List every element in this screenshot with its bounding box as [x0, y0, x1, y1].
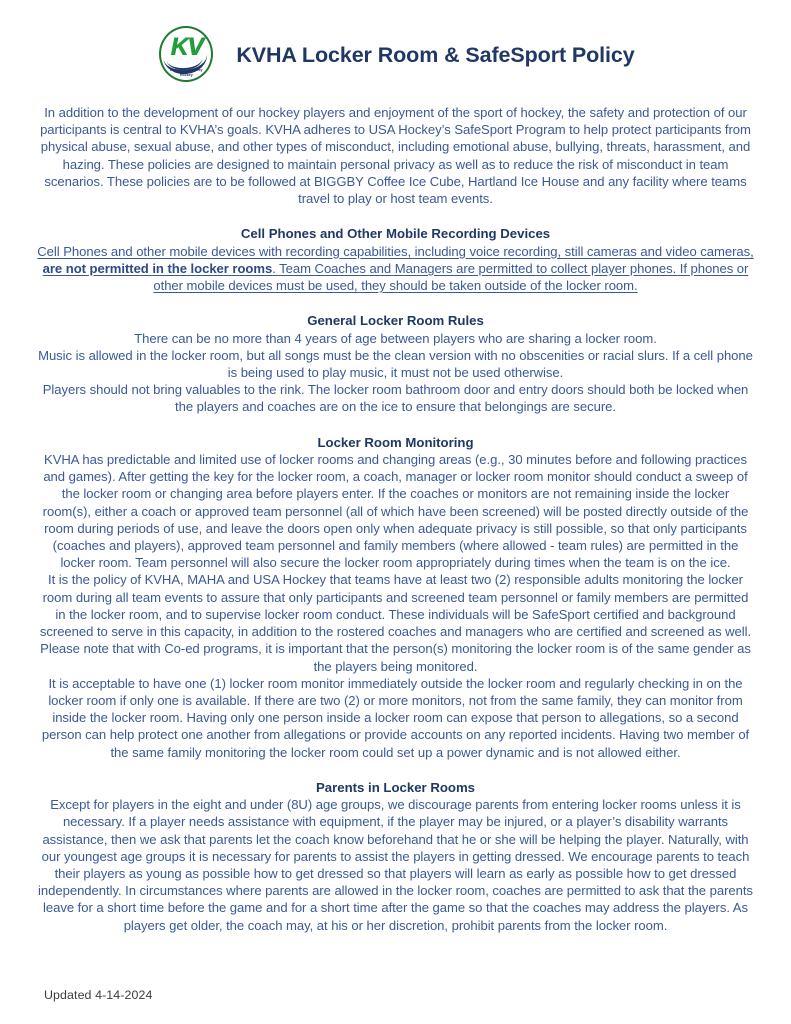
logo-monogram: KV [170, 33, 203, 61]
logo-org-line2: Hockey [179, 73, 193, 77]
spacer [36, 88, 755, 104]
section-paragraph-general-rules-3: Players should not bring valuables to the rink. The locker room bathroom door and entry doors should both be locked when the players and coaches are on the ice to ensure that belongings are secure. [42, 382, 749, 415]
spacer [36, 207, 755, 225]
spacer [36, 294, 755, 312]
intro-paragraph: In addition to the development of our hockey players and enjoyment of the sport of hockey, the safety and protection of our participants is central to KVHA’s goals. KVHA adheres to USA Hockey’s SafeSport Program to help protect participants from physical abuse, sexual abuse, and other types of misconduct, including emotional abuse, bullying, threats, harassment, and hazing. These policies are designed to maintain personal privacy as well as to reduce the risk of misconduct in team scenarios. These policies are to be followed at BIGGBY Coffee Ice Cube, Hartland Ice House and any facility where teams travel to play or host team events. [40, 105, 751, 207]
section-heading-cell-phones: Cell Phones and Other Mobile Recording Devices [240, 226, 551, 242]
section-paragraph-monitoring-3: It is acceptable to have one (1) locker room monitor immediately outside the locker room and regularly checking in on the locker room if only one is available. If there are two (2) or more monitors, not from the same family, they can monitor from inside the locker room. Having only one person inside a locker room can expose that person to allegations, so a second person can help protect one another from allegations or provide accounts on any reported incidents. Having two member of the same family monitoring the locker room could set up a power dynamic and is not allowed either. [41, 675, 750, 760]
section-heading-monitoring: Locker Room Monitoring [317, 434, 474, 450]
kvha-logo-icon [156, 26, 218, 84]
section-paragraph-parents-1: Except for players in the eight and under (8U) age groups, we discourage parents from entering locker rooms unless it is necessary. If a player needs assistance with equipment, if the player may be injured, or a player’s disability warrants assistance, then we ask that parents let the coach know beforehand that he or she will be helping the player. Naturally, with our youngest age groups it is necessary for parents to assist the players in getting dressed. We encourage parents to teach their players as young as possible how to get dressed so that players will learn as early as possible how to get dressed independently. In circumstances where parents are allowed in the locker room, coaches are permitted to ask that the parents leave for a short time before the game and for a short time after the game so that the coaches may address the players. As players get older, the coach may, at his or her discretion, prohibit parents from the locker room. [38, 797, 753, 933]
section-heading-general-rules: General Locker Room Rules [307, 313, 484, 329]
spacer [36, 761, 755, 779]
section-paragraph-monitoring-2: It is the policy of KVHA, MAHA and USA Hockey that teams have at least two (2) responsible adults monitoring the locker room during all team events to assure that only participants and screened team personnel or family members are permitted in the locker room, and to supervise locker room conduct. These individuals will be SafeSport certified and background screened to serve in this capacity, in addition to the rostered coaches and managers who are certified and screened as well. Please note that with Co-ed programs, it is important that the person(s) monitoring the locker room is of the same gender as the players being monitored. [39, 572, 752, 674]
cell-phones-prefix-text: Cell Phones and other mobile devices with recording capabilities, including voice recording, still cameras and video cameras, [37, 243, 754, 259]
cell-phones-bold-text: are not permitted in the locker rooms [42, 260, 273, 276]
document-header [0, 0, 791, 88]
page-title: KVHA Locker Room & SafeSport Policy [236, 42, 635, 67]
spacer [36, 416, 755, 434]
document-body [0, 88, 791, 934]
section-paragraph-monitoring-1: KVHA has predictable and limited use of locker rooms and changing areas (e.g., 30 minutes before and following practices and games). After getting the key for the locker room, a coach, manager or locker room monitor should conduct a sweep of the locker room or changing area before players enter. If the coaches or monitors are not remaining inside the locker room(s), either a coach or approved team personnel (all of which have been screened) will be posted directly outside of the room during periods of use, and leave the doors open only when adequate privacy is still possible, so that only participants (coaches and players), approved team personnel and family members (where allowed - team rules) are permitted in the locker room. Team personnel will also secure the locker room appropriately during times when the team is on the ice. [42, 452, 749, 571]
section-paragraph-general-rules-2: Music is allowed in the locker room, but all songs must be the clean version with no obscenities or racial slurs. If a cell phone is being used to play music, it must not be used otherwise. [38, 347, 753, 381]
cell-phones-suffix-text: . Team Coaches and Managers are permitted to collect player phones. If phones or other mobile devices must be used, they should be taken outside of the locker room. [153, 260, 749, 294]
section-heading-parents: Parents in Locker Rooms [315, 779, 476, 795]
logo-org-line1: Kensington Valley [170, 68, 203, 72]
section-paragraph-general-rules-1: There can be no more than 4 years of age between players who are sharing a locker room. [134, 330, 657, 346]
footer-updated-date: Updated 4-14-2024 [44, 988, 153, 1002]
section-paragraph-cell-phones [36, 243, 755, 295]
